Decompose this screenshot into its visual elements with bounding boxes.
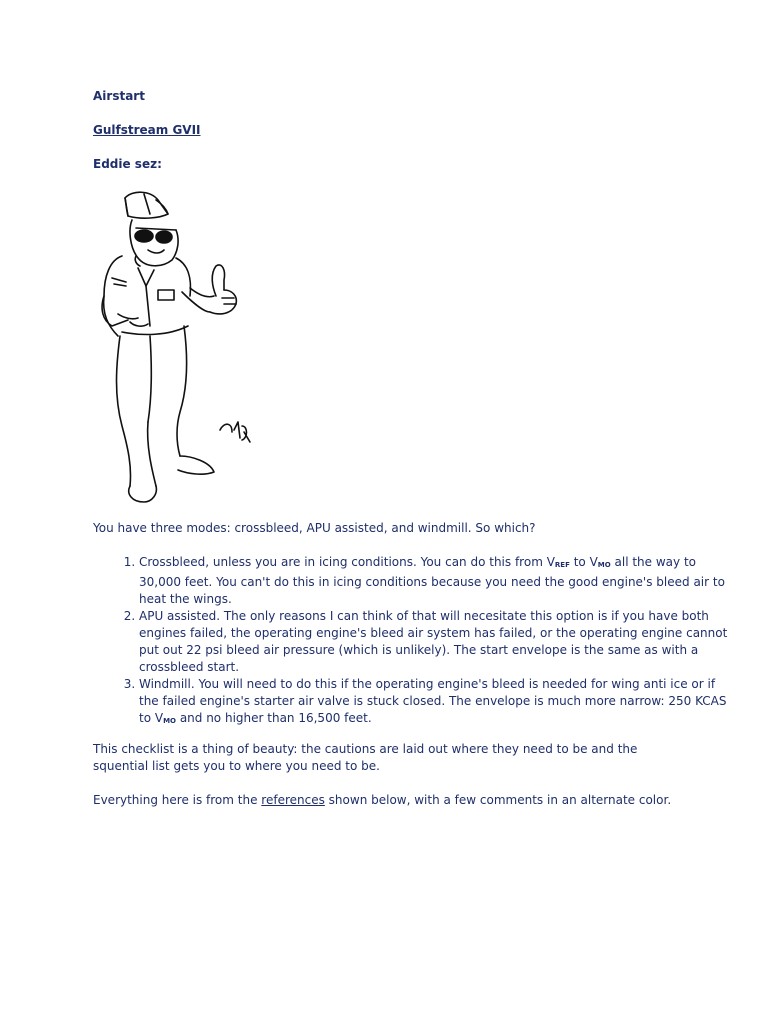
checklist-paragraph: This checklist is a thing of beauty: the cautions are laid out where they need to be and the squential list gets you to where you need to be. [93, 742, 638, 773]
eddie-label: Eddie sez: [93, 157, 162, 171]
list-item-apu-assisted: 2. APU assisted. The only reasons I can think of that will necesitate this option is if you have both engines failed, the operating engine's bleed air system has failed, or the operating engine cannot put out 22 psi bleed air pressure (which is unlikely). The start envelope is the same as with a crossbleed start. [139, 608, 729, 676]
aircraft-link[interactable]: Gulfstream GVII [93, 123, 201, 137]
list-item-crossbleed: 1. Crossbleed, unless you are in icing conditions. You can do this from $V_{REF}$ to $V_{MO}$ all the way to 30,000 feet. You can't do this in icing conditions because you need the good engine's bleed air to heat the wings. [139, 554, 729, 608]
eddie-thumbs-up-cartoon [92, 186, 252, 506]
references-paragraph: Everything here is from the references shown below, with a few comments in an alternate color. [93, 793, 672, 807]
intro-paragraph: You have three modes: crossbleed, APU assisted, and windmill. So which? [93, 521, 536, 535]
modes-list [93, 554, 729, 730]
aircraft-heading [93, 123, 201, 137]
page-title: Airstart [93, 89, 145, 103]
references-link[interactable]: references [261, 793, 325, 807]
list-item-windmill: 3. Windmill. You will need to do this if the operating engine's bleed is needed for wing anti ice or if the failed engine's starter air valve is stuck closed. The envelope is much more narrow: 250 KCAS to $V_{MO}$ and no higher than 16,500 feet. [139, 676, 729, 730]
